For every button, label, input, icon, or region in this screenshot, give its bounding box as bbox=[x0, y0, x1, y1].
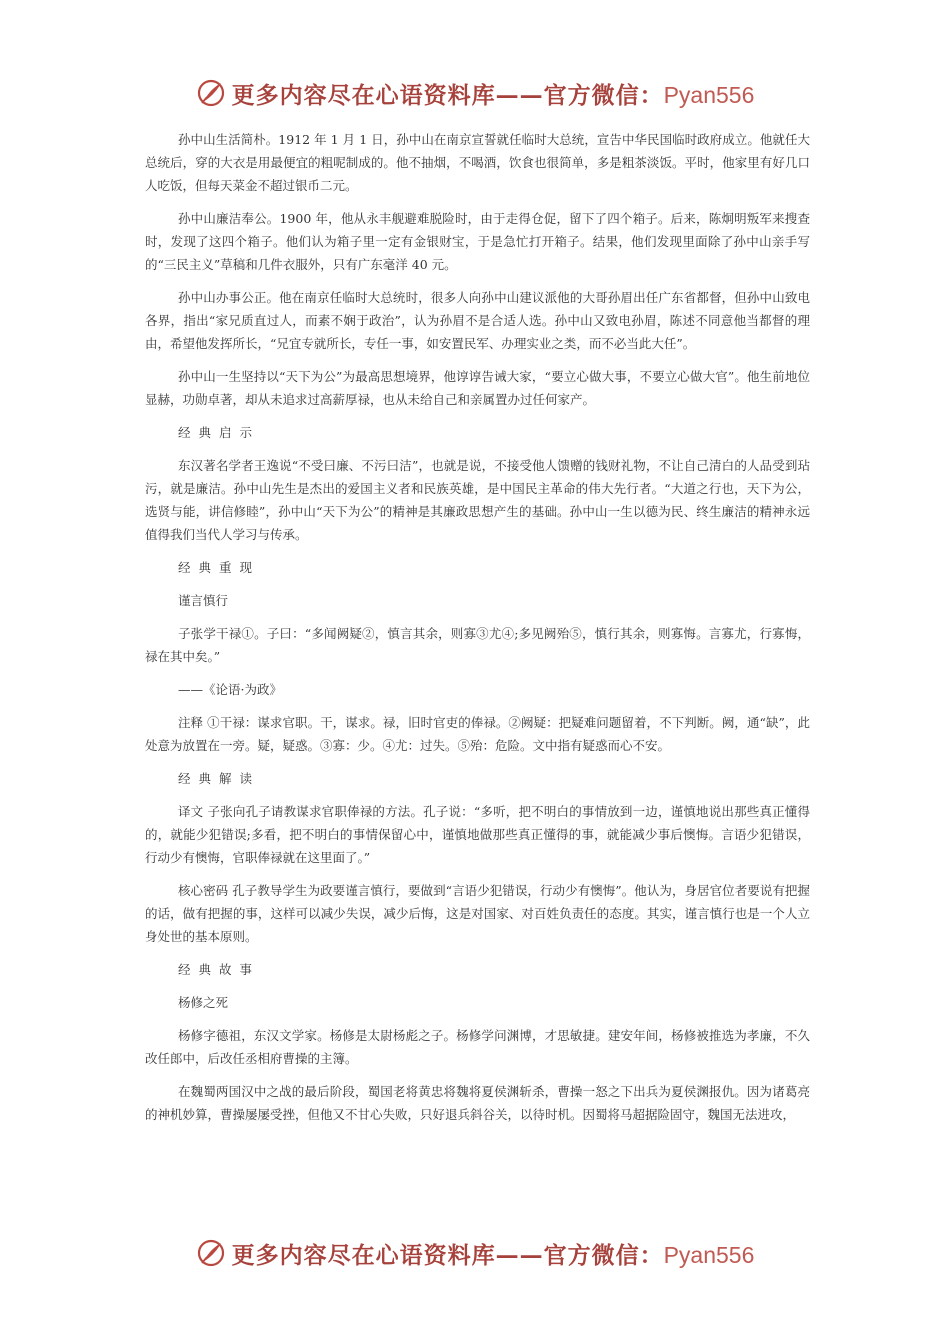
section-heading: 经典启示 bbox=[178, 425, 261, 440]
footer-banner bbox=[0, 1233, 950, 1273]
paragraph: 东汉著名学者王逸说“不受曰廉、不污曰洁”，也就是说，不接受他人馈赠的钱财礼物，不让自己清白的人品受到玷污，就是廉洁。孙中山先生是杰出的爱国主义者和民族英雄，是中国民主革命的伟大先行者。“大道之行也，天下为公，选贤与能，讲信修睦”，孙中山“天下为公”的精神是其廉政思想产生的基础。孙中山一生以德为民、终生廉洁的精神永远值得我们当代人学习与传承。 bbox=[145, 458, 810, 542]
paragraph: 孙中山一生坚持以“天下为公”为最高思想境界，他谆谆告诫大家，“要立心做大事，不要立心做大官”。他生前地位显赫，功勋卓著，却从未追求过高薪厚禄，也从未给自己和亲属置办过任何家产。 bbox=[145, 369, 810, 407]
paragraph: 孙中山办事公正。他在南京任临时大总统时，很多人向孙中山建议派他的大哥孙眉出任广东省都督，但孙中山致电各界，指出“家兄质直过人，而素不娴于政治”，认为孙眉不是合适人选。孙中山又致电孙眉，陈述不同意他当都督的理由，希望他发挥所长，“兄宜专就所长，专任一事，如安置民军、办理实业之类，而不必当此大任”。 bbox=[145, 290, 810, 351]
paragraph: 核心密码 孔子教导学生为政要谨言慎行，要做到“言语少犯错误，行动少有懊悔”。他认为，身居官位者要说有把握的话，做有把握的事，这样可以减少失误，减少后悔，这是对国家、对百姓负责任的态度。其实，谨言慎行也是一个人立身处世的基本原则。 bbox=[145, 883, 810, 944]
paragraph: 孙中山廉洁奉公。1900 年，他从永丰舰避难脱险时，由于走得仓促，留下了四个箱子。后来，陈炯明叛军来搜查时，发现了这四个箱子。他们认为箱子里一定有金银财宝，于是急忙打开箱子。结果，他们发现里面除了孙中山亲手写的“三民主义”草稿和几件衣服外，只有广东毫洋 40 元。 bbox=[145, 211, 810, 272]
quote-source: ——《论语·为政》 bbox=[178, 682, 282, 697]
paragraph: 杨修字德祖，东汉文学家。杨修是太尉杨彪之子。杨修学问渊博，才思敏捷。建安年间，杨修被推选为孝廉，不久改任郎中，后改任丞相府曹操的主簿。 bbox=[145, 1028, 810, 1066]
sub-heading: 杨修之死 bbox=[178, 995, 229, 1010]
paragraph: 译文 子张向孔子请教谋求官职俸禄的方法。孔子说：“多听，把不明白的事情放到一边，谨慎地说出那些真正懂得的，就能少犯错误;多看，把不明白的事情保留心中，谨慎地做那些真正懂得的事，就能减少事后懊悔。言语少犯错误，行动少有懊悔，官职俸禄就在这里面了。” bbox=[145, 804, 810, 865]
banner-wechat-label: 官方微信： bbox=[543, 1241, 664, 1269]
banner-title: 更多内容尽在心语资料库 bbox=[231, 1241, 496, 1269]
banner-title: 更多内容尽在心语资料库 bbox=[231, 81, 496, 109]
paragraph: 在魏蜀两国汉中之战的最后阶段，蜀国老将黄忠将魏将夏侯渊斩杀，曹操一怒之下出兵为夏侯渊报仇。因为诸葛亮的神机妙算，曹操屡屡受挫，但他又不甘心失败，只好退兵斜谷关，以待时机。因蜀将马超据险固守，魏国无法进攻， bbox=[145, 1084, 810, 1122]
paragraph: 孙中山生活简朴。1912 年 1 月 1 日，孙中山在南京宣誓就任临时大总统，宣告中华民国临时政府成立。他就任大总统后，穿的大衣是用最便宜的粗呢制成的。他不抽烟，不喝酒，饮食也很简单，多是粗茶淡饭。平时，他家里有好几口人吃饭，但每天菜金不超过银币二元。 bbox=[145, 132, 810, 193]
banner-text bbox=[232, 77, 755, 110]
article-body bbox=[145, 128, 810, 1136]
section-heading: 经典故事 bbox=[178, 962, 261, 977]
banner-text bbox=[232, 1237, 755, 1270]
banner-wechat-id: Pyan556 bbox=[663, 1241, 755, 1268]
quill-pen-icon bbox=[196, 1238, 226, 1268]
section-heading: 经典解读 bbox=[178, 771, 261, 786]
banner-dash: —— bbox=[495, 1241, 544, 1269]
quill-pen-icon bbox=[196, 78, 226, 108]
header-banner bbox=[0, 73, 950, 113]
banner-wechat-id: Pyan556 bbox=[663, 81, 755, 108]
quote-paragraph: 子张学干禄①。子曰：“多闻阙疑②，慎言其余，则寡③尤④;多见阙殆⑤，慎行其余，则寡悔。言寡尤，行寡悔，禄在其中矣。” bbox=[145, 626, 810, 664]
notes-paragraph: 注释 ①干禄：谋求官职。干，谋求。禄，旧时官吏的俸禄。②阙疑：把疑难问题留着，不下判断。阙，通“缺”，此处意为放置在一旁。疑，疑惑。③寡：少。④尤：过失。⑤殆：危险。文中指有疑惑而心不安。 bbox=[145, 715, 810, 753]
banner-wechat-label: 官方微信： bbox=[543, 81, 664, 109]
banner-dash: —— bbox=[495, 81, 544, 109]
section-heading: 经典重现 bbox=[178, 560, 261, 575]
sub-heading: 谨言慎行 bbox=[178, 593, 229, 608]
